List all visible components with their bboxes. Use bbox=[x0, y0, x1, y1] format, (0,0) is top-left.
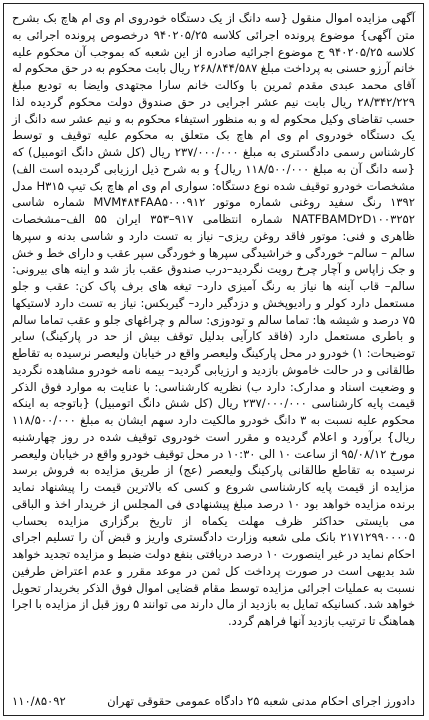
notice-footer bbox=[12, 692, 415, 710]
auction-notice bbox=[3, 3, 424, 716]
notice-body: آگهی مزایده اموال منقول {سه دانگ از یک دستگاه خودروی ام وی ام هاچ بک بشرح متن آگهی} موضوع پرونده اجرائی کلاسه ۹۴۰۲۰۵/۲۵ درخصوص پرونده اجرائی به کلاسه ۹۴۰۲۰۵/۲۵ ج موضوع اجرائیه صادره از این شعبه که بموجب آن محکوم علیه خانم آرزو حسنی به پرداخت مبلغ ۲۶۸/۸۴۴/۵۸۷ ریال بابت محکوم به در حق محکوم له آقای محمد عبدی مقدم ثمرین با وکالت خانم سارا مجتهدی وایضا به تودیع مبلغ ۲۸/۳۴۲/۲۲۹ ریال بابت نیم عشر اجرایی در حق صندوق دولت محکوم گردیده لذا حسب تقاضای وکیل محکوم له و به منظور استیفاء محکوم به و نیم عشر سه دانگ از یک دستگاه خودروی ام وی ام هاچ بک متعلق به محکوم علیه توقیف و توسط کارشناس رسمی دادگستری به مبلغ ۲۳۷/۰۰۰/۰۰۰ ریال (کل شش دانگ اتومبیل) که {سه دانگ آن به مبلغ ۱۱۸/۵۰۰/۰۰۰ ریال} و به شرح ذیل ارزیابی گردیده است الف) مشخصات خودرو توقیف شده نوع دستگاه: سواری ام وی ام هاچ بک تیپ H۳۱۵ مدل ۱۳۹۲ رنگ سفید روغنی شماره موتور MVM۴۸۴FAA۵۰۰۰۹۱۲ شماره شاسی NATFBAMD۲D۱۰۰۳۲۵۲ شماره انتظامی ۹۱۷–۳۵۳ ایران ۵۵ الف–مشخصات ظاهری و فنی: موتور فاقد روغن ریزی– نیاز به تست دارد و شاسی بدنه و سپرها سالم – سالم– خوردگی و خراشیدگی سپرها و خوردگی سپر عقب و دارای خط و خش و جک زاپاس و آچار چرخ رویت نگردید–درب صندوق عقب باز شد و اینه های بیرونی: سالم– قاب آینه ها نیاز به رنگ آمیزی دارد– تیغه های برف پاک کن: عقب و جلو مستعمل دارد کولر و رادیوپخش و دزدگیر دارد– گیربکس: نیاز به تست دارد لاستیکها ۷۵ درصد و شیشه ها: تماما سالم و تودوزی: سالم و چراغهای جلو و عقب تماما سالم و باطری مستعمل دارد (فاقد کارآیی بدلیل توقف بیش از حد در پارکینگ) سایر توضیحات: ۱) خودرو در محل پارکینگ ولیعصر واقع در خیابان ولیعصر نرسیده به تقاطع طالقانی و در حالت خاموش بازدید و ارزیابی گردید– بیمه نامه خودرو مشاهده نگردید و وضعیت اسناد و مدارک: دارد ب) نظریه کارشناسی: با عنایت به موارد فوق الذکر قیمت پایه کارشناسی ۲۳۷/۰۰۰/۰۰۰ ریال (کل شش دانگ اتومبیل) {باتوجه به اینکه محکوم علیه نسبت به ۳ دانگ خودرو مالکیت دارد سهم ایشان به مبلغ ۱۱۸/۵۰۰/۰۰۰ ریال} برآورد و اعلام گردیده و مقرر است خودروی توقیف شده در روز چهارشنبه مورخ ۹۵/۰۸/۱۲ از ساعت ۱۰ الی ۱۰:۳۰ در محل توقیف خودرو واقع در خیابان ولیعصر نرسیده به تقاطع طالقانی پارکینگ ولیعصر (عج) از طریق مزایده به فروش برسد مزایده از قیمت پایه کارشناسی شروع و کسی که بالاترین قیمت را پیشنهاد نماید برنده مزایده خواهد بود ۱۰ درصد مبلغ پیشنهادی فی المجلس از خریدار اخذ و الباقی می بایستی حداکثر ظرف مهلت یکماه از تاریخ برگزاری مزایده بحساب ۲۱۷۱۲۹۹۰۰۰۰۵ بانک ملی شعبه وزارت دادگستری واریز و قبض آن را تسلیم اجرای احکام نماید در غیر اینصورت ۱۰ درصد دریافتی بنفع دولت ضبط و مزایده تجدید خواهد شد بدیهی است در صورت پرداخت کل ثمن در موعد مقرر و عدم اعتراض طرفین نسبت به عملیات اجرائی مزایده توسط مقام قضایی اموال فوق الذکر بخریدار تحویل خواهد شد. کسانیکه تمایل به بازدید از مال دارند می توانند ۵ روز قبل از مزایده با اجرا هماهنگ تا ترتیب بازدید آنها فراهم گردد. bbox=[12, 11, 416, 628]
notice-signature: دادورز اجرای احکام مدنی شعبه ۲۵ دادگاه عمومی حقوقی تهران bbox=[107, 694, 415, 708]
notice-code: ۱۱۰/۸۵۰۹۲ bbox=[12, 694, 66, 708]
